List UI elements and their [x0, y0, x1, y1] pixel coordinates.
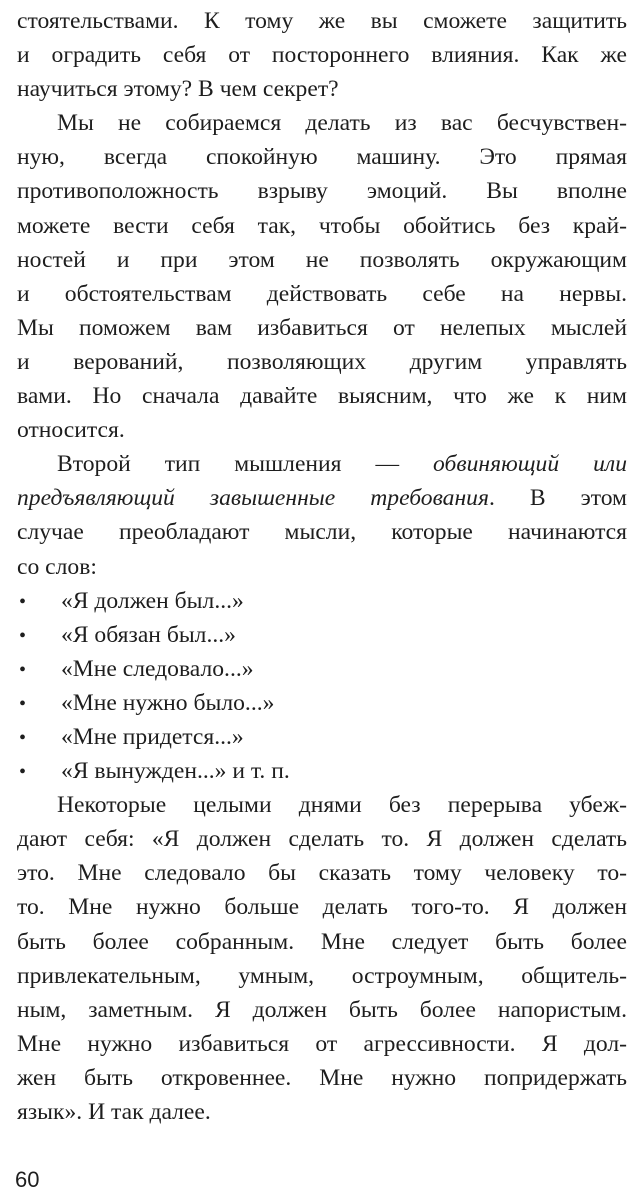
paragraph-continuation	[17, 4, 627, 106]
text-line: быть более собранным. Мне следует быть более	[17, 928, 627, 955]
bullet-icon: •	[19, 590, 27, 613]
text-line: и верований, позволяющих другим управлять	[17, 348, 627, 375]
bullet-icon: •	[19, 726, 27, 749]
text-line: язык». И так далее.	[17, 1099, 211, 1125]
list-item-text: «Мне придется...»	[61, 723, 244, 750]
list-item	[17, 618, 627, 652]
list-item	[17, 652, 627, 686]
text-line: относится.	[17, 417, 125, 444]
bullet-icon: •	[19, 658, 27, 681]
text-line: и оградить себя от постороннего влияния. Как же	[17, 42, 627, 69]
text-line: ную, всегда спокойную машину. Это прямая	[17, 144, 627, 171]
list-item-text: «Я обязан был...»	[61, 621, 236, 648]
list-item	[17, 754, 627, 788]
text-line: ностей и при этом не позволять окружающим	[17, 246, 627, 273]
text-line	[17, 481, 627, 515]
text-line: это. Мне следовало бы сказать тому человеку то-	[17, 860, 627, 887]
bullet-list	[17, 584, 627, 789]
text-line: случае преобладают мысли, которые начинаются	[17, 519, 627, 546]
text-line: жен быть откровеннее. Мне нужно попридержать	[17, 1064, 627, 1091]
text-line: и обстоятельствам действовать себе на нервы.	[17, 280, 627, 307]
text-line: Мы поможем вам избавиться от нелепых мыслей	[17, 314, 627, 341]
text-line	[17, 447, 627, 481]
list-item-text: «Мне нужно было...»	[61, 689, 275, 716]
text-line: привлекательным, умным, остроумным, общитель-	[17, 962, 627, 989]
normal-text: Второй тип мышления —	[57, 451, 434, 478]
list-item	[17, 720, 627, 754]
text-line: стоятельствами. К тому же вы сможете защитить	[17, 8, 627, 34]
book-page-text	[17, 4, 627, 1129]
text-line: вами. Но сначала давайте выясним, что же к ним	[17, 383, 627, 410]
paragraph-second-thinking-type	[17, 447, 627, 583]
list-item-text: «Мне следовало...»	[61, 655, 254, 682]
text-line: ным, заметным. Я должен быть более напористым.	[17, 996, 627, 1023]
list-item	[17, 686, 627, 720]
italic-emphasis: предъявляющий завышенные требования	[17, 485, 489, 512]
italic-emphasis: обвиняющий или	[433, 451, 627, 478]
bullet-icon: •	[19, 624, 27, 647]
text-line: противоположность взрыву эмоций. Вы вполне	[17, 178, 627, 205]
text-line: дают себя: «Я должен сделать то. Я должен сделать	[17, 826, 627, 853]
text-line: научиться этому? В чем секрет?	[17, 76, 339, 103]
bullet-icon: •	[19, 692, 27, 715]
text-line: то. Мне нужно больше делать того-то. Я должен	[17, 894, 627, 921]
list-item-text: «Я должен был...»	[61, 587, 244, 614]
text-line: со слов:	[17, 553, 97, 580]
text-line: Мы не собираемся делать из вас бесчувствен-	[57, 110, 627, 137]
list-item-text: «Я вынужден...» и т. п.	[61, 758, 290, 785]
text-line: Некоторые целыми днями без перерыва убеж-	[57, 792, 627, 819]
paragraph-machine	[17, 106, 627, 447]
page-number: 60	[15, 1167, 40, 1192]
paragraph-self-persuasion	[17, 788, 627, 1129]
list-item	[17, 584, 627, 618]
text-line: можете вести себя так, чтобы обойтись без край-	[17, 212, 627, 239]
text-line: Мне нужно избавиться от агрессивности. Я дол-	[17, 1030, 627, 1057]
normal-text: . В этом	[488, 485, 627, 512]
bullet-icon: •	[19, 761, 27, 784]
